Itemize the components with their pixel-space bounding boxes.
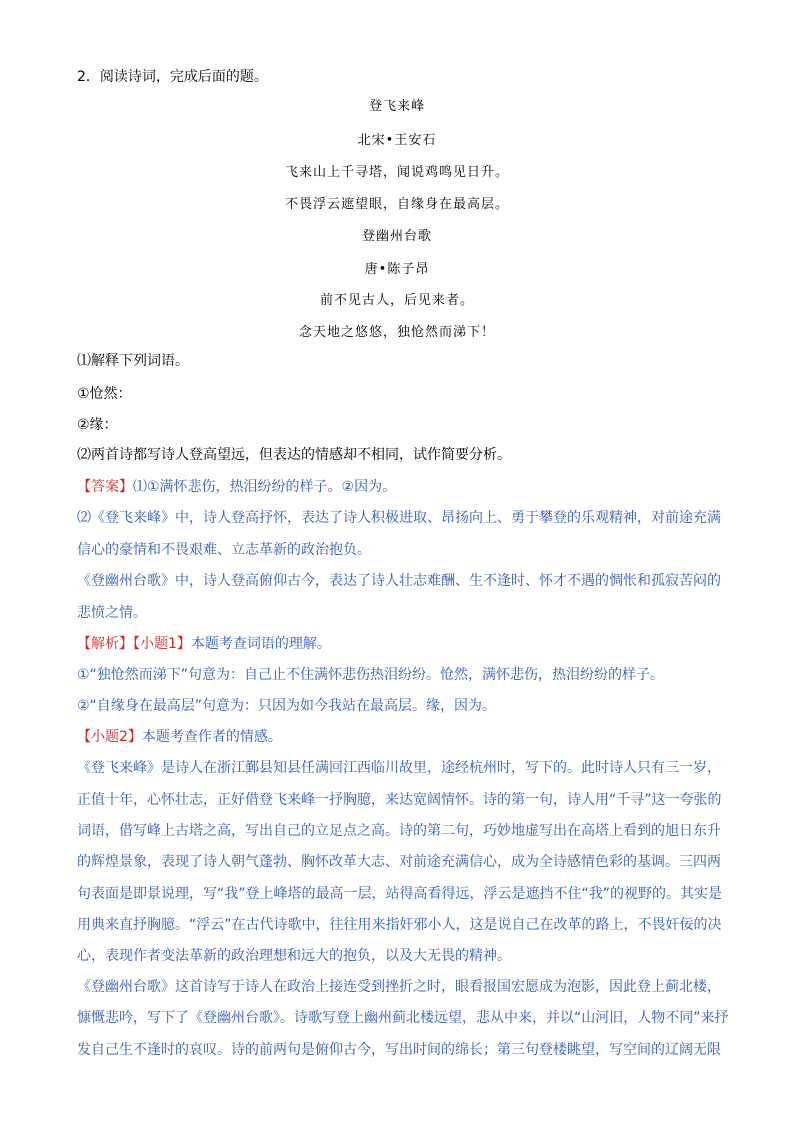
poem1-line-2: 不畏浮云遮望眼，自缘身在最高层。 <box>284 197 509 212</box>
question-heading: 2．阅读诗词，完成后面的题。 <box>77 69 268 85</box>
answer-para2-line-2: 信心的豪情和不畏艰难、立志革新的政治抱负。 <box>77 542 371 558</box>
answer-line-1 <box>77 476 396 496</box>
analysis-para2-line: 《登幽州台歌》这首诗写于诗人在政治上接连受到挫折之时，眼看报国宏愿成为泡影，因此登上蓟北楼， <box>77 979 721 995</box>
answer-text-1: ⑴①满怀悲伤，热泪纷纷的样子。②因为。 <box>133 479 397 495</box>
poem2-author: 唐•陈子昂 <box>364 262 430 277</box>
poem1-author: 北宋•王安石 <box>357 133 437 148</box>
analysis-sub2-label: 【小题2】 <box>77 729 142 745</box>
analysis-para1-line: 词语，借写峰上古塔之高，写出自己的立足点之高。诗的第二句，巧妙地虚写出在高塔上看到的旭日东升 <box>77 823 721 839</box>
sub-question-1-b: ②缘： <box>77 417 118 433</box>
analysis-para2-line: 慷慨悲吟，写下了《登幽州台歌》。诗歌写登上幽州蓟北楼远望，悲从中来，并以“山河旧，人物不同”来抒 <box>77 1010 729 1026</box>
analysis-sub2-text: 本题考查作者的情感。 <box>141 729 282 745</box>
poem1-title: 登飞来峰 <box>368 99 425 114</box>
analysis-para1-line: 句表面是即景说理，写“我”登上峰塔的最高一层，站得高看得远，浮云是遮挡不住“我”的视野的。其实是 <box>77 886 723 902</box>
analysis-para2-line: 发自己生不逢时的哀叹。诗的前两句是俯仰古今，写出时间的绵长；第三句登楼眺望，写空间的辽阔无限 <box>77 1042 721 1058</box>
answer-label: 【答案】 <box>77 479 133 495</box>
poem2-title: 登幽州台歌 <box>361 229 432 244</box>
analysis-sub1-label: 【小题1】 <box>133 636 191 652</box>
analysis-label: 【解析】 <box>77 636 133 652</box>
analysis-para1-line: 心，表现作者变法革新的政治理想和远大的抱负，以及大无畏的精神。 <box>77 948 511 964</box>
sub-question-2: ⑵两首诗都写诗人登高望远，但表达的情感却不相同，试作简要分析。 <box>77 447 511 463</box>
answer-para2-line-1: ⑵《登飞来峰》中，诗人登高抒怀，表达了诗人积极进取、昂扬向上、勇于攀登的乐观精神，对前途充满 <box>77 510 721 526</box>
analysis-line-a: ①“独怆然而涕下”句意为：自己止不住满怀悲伤热泪纷纷。怆然，满怀悲伤，热泪纷纷的样子。 <box>77 667 665 683</box>
analysis-line-b: ②“自缘身在最高层”句意为：只因为如今我站在最高层。缘，因为。 <box>77 698 497 714</box>
analysis-para1-line: 的辉煌景象，表现了诗人朝气蓬勃、胸怀改革大志、对前途充满信心，成为全诗感情色彩的基调。三四两 <box>77 854 721 870</box>
analysis-para1-line: 《登飞来峰》是诗人在浙江鄞县知县任满回江西临川故里，途经杭州时，写下的。此时诗人只有三一岁， <box>77 760 721 776</box>
sub-question-1: ⑴解释下列词语。 <box>77 353 189 369</box>
answer-para3-line-1: 《登幽州台歌》中，诗人登高俯仰古今，表达了诗人壮志难酬、生不逢时、怀才不遇的惆怅和孤寂苦闷的 <box>77 573 721 589</box>
analysis-sub2-line <box>77 726 282 746</box>
analysis-para1-line: 正值十年，心怀壮志，正好借登飞来峰一抒胸臆，来达宽阔情怀。诗的第一句，诗人用“千寻”这一夸张的 <box>77 792 722 808</box>
poem2-line-2: 念天地之悠悠，独怆然而涕下！ <box>298 325 495 340</box>
analysis-line-1 <box>77 633 331 653</box>
poem1-line-1: 飞来山上千寻塔，闻说鸡鸣见日升。 <box>284 165 509 180</box>
analysis-para1-line: 用典来直抒胸臆。“浮云”在古代诗歌中，往往用来指奸邪小人，这是说自己在改革的路上，不畏奸佞的决 <box>77 917 722 933</box>
sub-question-1-a: ①怆然： <box>77 386 132 402</box>
analysis-sub1-text: 本题考查词语的理解。 <box>190 636 331 652</box>
poem2-line-1: 前不见古人，后见来者。 <box>319 293 474 308</box>
answer-para3-line-2: 悲愤之情。 <box>77 605 147 621</box>
